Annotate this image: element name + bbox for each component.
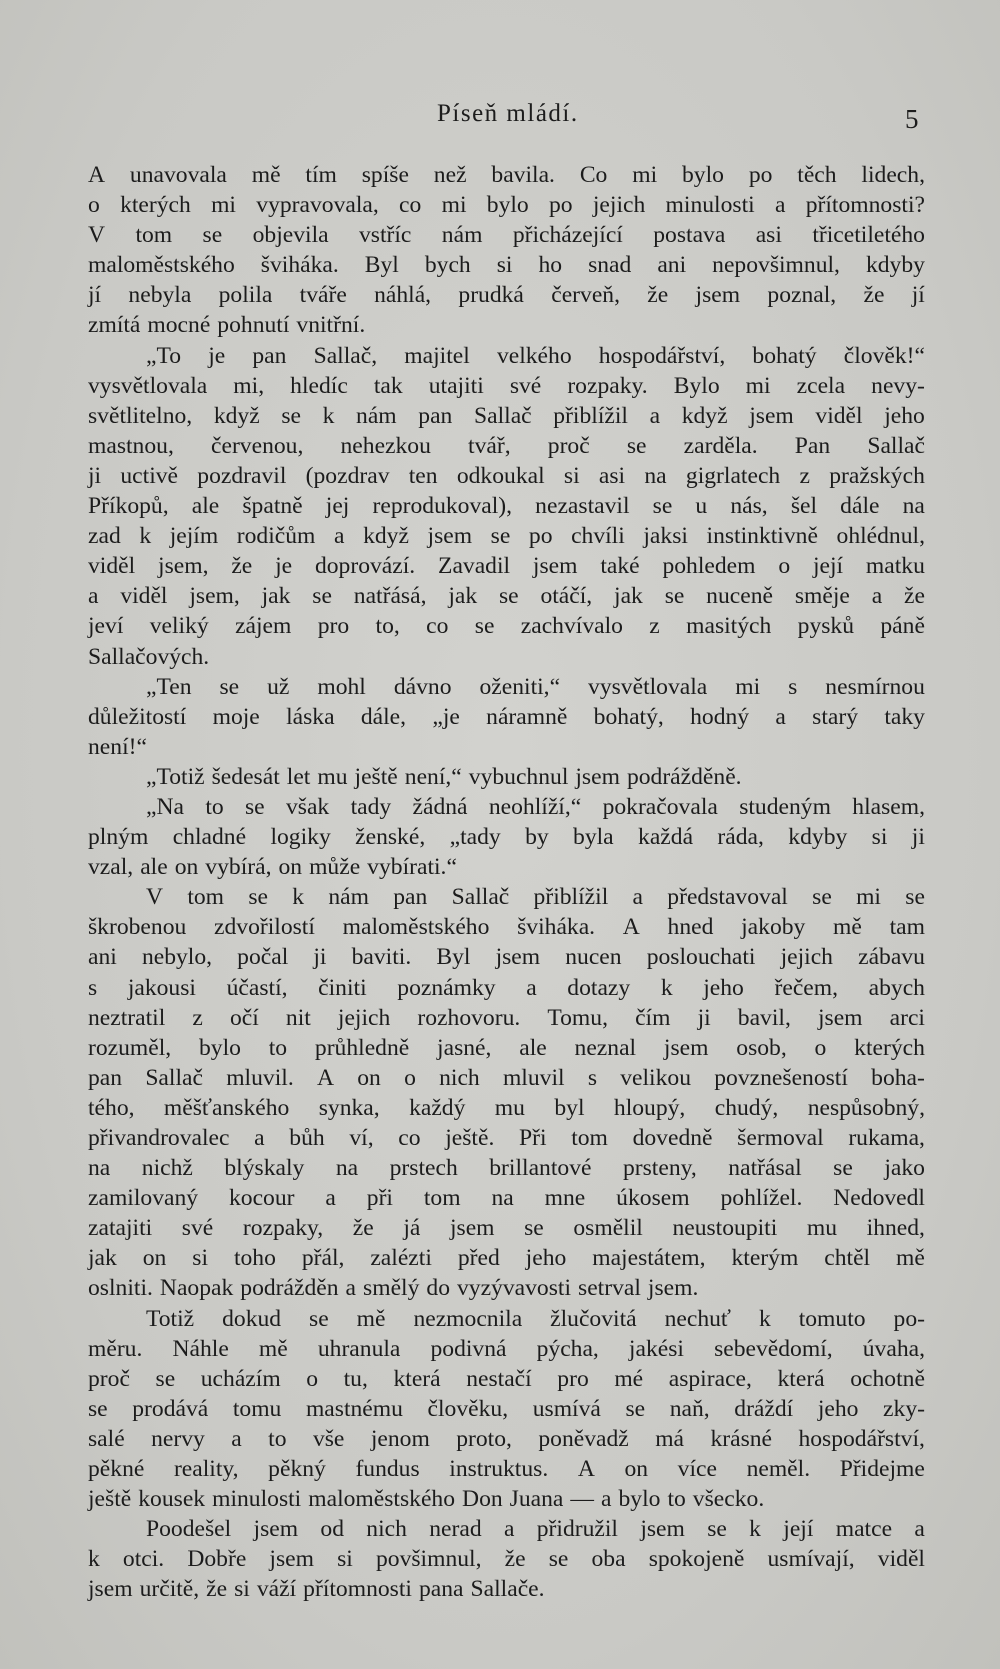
text-line: viděl jsem, že je doprovází. Zavadil jsem také pohledem o její matku xyxy=(88,553,925,580)
text-line: na nichž blýskaly na prstech brillantové prsteny, natřásal se jako xyxy=(88,1155,925,1182)
text-line: neztratil z očí nit jejich rozhovoru. Tomu, čím ji bavil, jsem arci xyxy=(88,1004,925,1031)
text-line: pěkné reality, pěkný fundus instruktus. A on více neměl. Přidejme xyxy=(88,1456,925,1483)
text-line: se prodává tomu mastnému člověku, usmívá se naň, dráždí jeho zky- xyxy=(88,1395,925,1422)
text-line: plným chladné logiky ženské, „tady by byla každá ráda, kdyby si ji xyxy=(88,824,925,851)
text-line: „Ten se už mohl dávno oženiti,“ vysvětlovala mi s nesmírnou xyxy=(146,673,925,700)
text-line: zamilovaný kocour a při tom na mne úkosem pohlížel. Nedovedl xyxy=(88,1185,925,1212)
text-line: ještě kousek minulosti maloměstského Don Juana — a bylo to všecko. xyxy=(88,1486,765,1513)
text-line: a viděl jsem, jak se natřásá, jak se otáčí, jak se nuceně směje a že xyxy=(88,583,925,610)
text-line: s jakousi účastí, činiti poznámky a dotazy k jeho řečem, abych xyxy=(88,974,925,1001)
text-line: A unavovala mě tím spíše než bavila. Co mi bylo po těch lidech, xyxy=(88,162,925,188)
text-line: salé nervy a to vše jenom proto, poněvadž má krásné hospodářství, xyxy=(88,1425,925,1452)
text-line: jeví veliký zájem pro to, co se zachvívalo z masitých pysků páně xyxy=(88,613,925,640)
page-number: 5 xyxy=(905,104,919,134)
text-line: Příkopů, ale špatně jej reprodukoval), nezastavil se u nás, šel dále na xyxy=(88,493,925,520)
text-line: zatajiti své rozpaky, že já jsem se osmělil neustoupiti mu ihned, xyxy=(88,1215,925,1242)
text-line: proč se ucházím o tu, která nestačí pro mé aspirace, která ochotně xyxy=(88,1365,925,1392)
text-line: „To je pan Sallač, majitel velkého hospodářství, bohatý člověk!“ xyxy=(146,342,925,369)
text-line: světlitelno, když se k nám pan Sallač přiblížil a když jsem viděl jeho xyxy=(88,402,925,429)
text-line: Totiž dokud se mě nezmocnila žlučovitá nechuť k tomuto po- xyxy=(146,1305,925,1332)
text-line: mastnou, červenou, nehezkou tvář, proč se zarděla. Pan Sallač xyxy=(88,432,925,459)
text-line: maloměstského šviháka. Byl bych si ho snad ani nepovšimnul, kdyby xyxy=(88,252,925,279)
text-line: Sallačových. xyxy=(88,643,210,670)
running-head xyxy=(0,100,1000,140)
text-line: přivandrovalec a bůh ví, co ještě. Při tom dovedně šermoval rukama, xyxy=(88,1125,925,1151)
text-line: zmítá mocné pohnutí vnitřní. xyxy=(88,312,366,339)
text-line: oslniti. Naopak podrážděn a smělý do vyzývavosti setrval jsem. xyxy=(88,1275,699,1302)
text-line: důležitostí moje láska dále, „je náramně bohatý, hodný a starý taky xyxy=(88,703,925,730)
text-line: ani nebylo, počal ji baviti. Byl jsem nucen poslouchati jejich zábavu xyxy=(88,944,925,971)
text-line: V tom se k nám pan Sallač přiblížil a představoval se mi se xyxy=(146,884,925,911)
text-line: ji uctivě pozdravil (pozdrav ten odkoukal si asi na gigrlatech z pražských xyxy=(88,462,925,489)
text-line: tého, měšťanského synka, každý mu byl hloupý, chudý, nespůsobný, xyxy=(88,1094,925,1121)
text-line: „Totiž šedesát let mu ještě není,“ vybuchnul jsem podrážděně. xyxy=(146,763,742,790)
text-line: jak on si toho přál, zalézti před jeho majestátem, kterým chtěl mě xyxy=(88,1245,925,1272)
text-line: k otci. Dobře jsem si povšimnul, že se oba spokojeně usmívají, viděl xyxy=(88,1546,925,1573)
text-line: pan Sallač mluvil. A on o nich mluvil s velikou povznešeností boha- xyxy=(88,1064,925,1091)
text-line: jí nebyla polila tváře náhlá, prudká červeň, že jsem poznal, že jí xyxy=(88,282,925,309)
text-line: o kterých mi vypravovala, co mi bylo po jejich minulosti a přítomnosti? xyxy=(88,192,925,219)
text-line: není!“ xyxy=(88,733,147,760)
running-title: Píseň mládí. xyxy=(437,100,579,127)
text-line: měru. Náhle mě uhranula podivná pýcha, jakési sebevědomí, úvaha, xyxy=(88,1335,925,1362)
text-line: zad k jejím rodičům a když jsem se po chvíli jaksi instinktivně ohlédnul, xyxy=(88,523,925,550)
text-line: vysvětlovala mi, hledíc tak utajiti své rozpaky. Bylo mi zcela nevy- xyxy=(88,372,925,399)
text-line: Poodešel jsem od nich nerad a přidružil jsem se k její matce a xyxy=(146,1516,925,1543)
body-text xyxy=(88,160,925,1605)
text-line: jsem určitě, že si váží přítomnosti pana Sallače. xyxy=(88,1576,545,1603)
text-line: V tom se objevila vstříc nám přicházející postava asi třicetiletého xyxy=(88,222,925,249)
text-line: „Na to se však tady žádná neohlíží,“ pokračovala studeným hlasem, xyxy=(146,793,925,820)
text-line: vzal, ale on vybírá, on může vybírati.“ xyxy=(88,854,457,881)
text-line: rozuměl, bylo to průhledně jasné, ale neznal jsem osob, o kterých xyxy=(88,1034,925,1061)
text-line: škrobenou zdvořilostí maloměstského šviháka. A hned jakoby mě tam xyxy=(88,914,925,941)
